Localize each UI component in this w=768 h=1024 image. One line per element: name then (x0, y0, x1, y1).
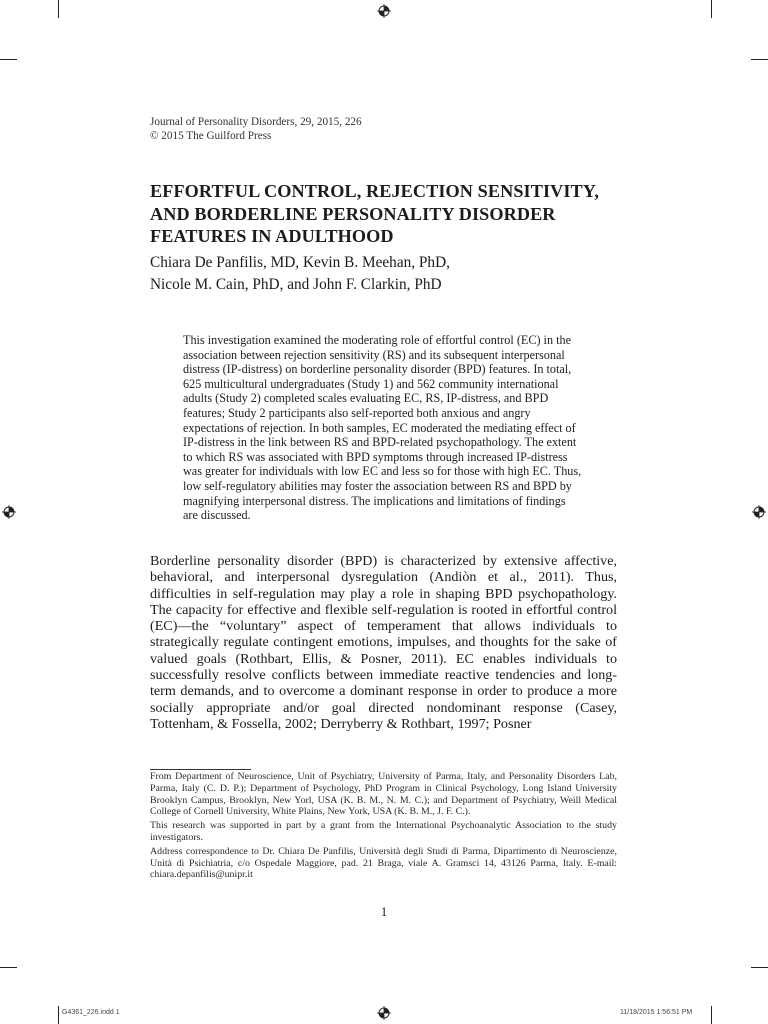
article-abstract: This investigation examined the moderating role of effortful control (EC) in the association between rejection sensitivity (RS) and its subsequent interpersonal distress (IP-distress) on borderline personality disorder (BPD) features. In total, 625 multicultural undergraduates (Study 1) and 562 community international adults (Study 2) completed scales evaluating EC, RS, IP-distress, and BPD features; Study 2 participants also self-reported both anxious and angry expectations of rejection. In both samples, EC moderated the mediating effect of IP-distress in the link between RS and BPD-related psychopathology. The extent to which RS was associated with BPD symptoms through increased IP-distress was greater for individuals with low EC and less so for those with high EC. Thus, low self-regulatory abilities may foster the association between RS and BPD by magnifying interpersonal distress. The implications and limitations of findings are discussed. (183, 333, 582, 523)
crop-mark-right-bottom (751, 967, 768, 968)
journal-header (150, 115, 362, 143)
footnote-rule (150, 769, 251, 770)
crop-mark-left-bottom (0, 967, 17, 968)
registration-target-icon (752, 505, 766, 519)
crop-mark-left-top (0, 59, 17, 60)
slug-timestamp: 11/18/2015 1:56:51 PM (620, 1009, 693, 1016)
journal-copyright: © 2015 The Guilford Press (150, 130, 272, 142)
footnotes (150, 771, 617, 883)
crop-mark-top-right (711, 0, 712, 18)
slug-filename: G4361_226.indd 1 (62, 1009, 120, 1016)
authors-line-2: Nicole M. Cain, PhD, and John F. Clarkin, PhD (150, 276, 442, 293)
footnote-funding: This research was supported in part by a grant from the International Psychoanalytic Association to the study investigators. (150, 820, 617, 843)
crop-mark-right-top (751, 59, 768, 60)
authors-line-1: Chiara De Panfilis, MD, Kevin B. Meehan, PhD, (150, 254, 450, 271)
registration-target-icon (377, 4, 391, 18)
article-title: EFFORTFUL CONTROL, REJECTION SENSITIVITY, AND BORDERLINE PERSONALITY DISORDER FEATURES IN ADULTHOOD (150, 181, 599, 246)
crop-mark-bottom-right (711, 1006, 712, 1024)
article-authors (150, 252, 450, 296)
journal-citation: Journal of Personality Disorders, 29, 2015, 226 (150, 116, 362, 128)
footnote-affiliations: From Department of Neuroscience, Unit of Psychiatry, University of Parma, Italy, and Personality Disorders Lab, Parma, Italy (C. D. P.); Department of Psychology, PhD Program in Clinical Psychology, Long Island University Brooklyn Campus, Brooklyn, New Yorl, USA (K. B. M., N. M. C.); and Department of Psychiatry, Weill Medical College of Cornell University, White Plains, New York, USA (K. B. M., J. F. C.). (150, 771, 617, 818)
registration-target-icon (377, 1006, 391, 1020)
crop-mark-bottom-left (58, 1006, 59, 1024)
registration-target-icon (2, 505, 16, 519)
page-number: 1 (380, 904, 388, 919)
article-body-paragraph: Borderline personality disorder (BPD) is characterized by extensive affective, behavioral, and interpersonal dysregulation (Andiòn et al., 2011). Thus, difficulties in self-regulation may play a role in shaping BPD psychopathology. The capacity for effective and flexible self-regulation is rooted in effortful control (EC)—the “voluntary” aspect of temperament that allows individuals to strategically regulate contingent emotions, impulses, and thoughts for the sake of valued goals (Rothbart, Ellis, & Posner, 2011). EC enables individuals to successfully resolve conflicts between immediate reactive tendencies and long-term demands, and to overcome a dominant response in order to produce a more socially appropriate and/or goal directed nondominant response (Casey, Tottenham, & Fossella, 2002; Derryberry & Rothbart, 1997; Posner (150, 553, 617, 732)
footnote-correspondence: Address correspondence to Dr. Chiara De Panfilis, Università degli Studi di Parma, Dipartimento di Neuroscienze, Unità di Psichiatria, c/o Ospedale Maggiore, pad. 21 Braga, viale A. Gramsci 14, 43126 Parma, Italy. E-mail: chiara.depanfilis@unipr.it (150, 845, 617, 881)
crop-mark-top-left (58, 0, 59, 18)
